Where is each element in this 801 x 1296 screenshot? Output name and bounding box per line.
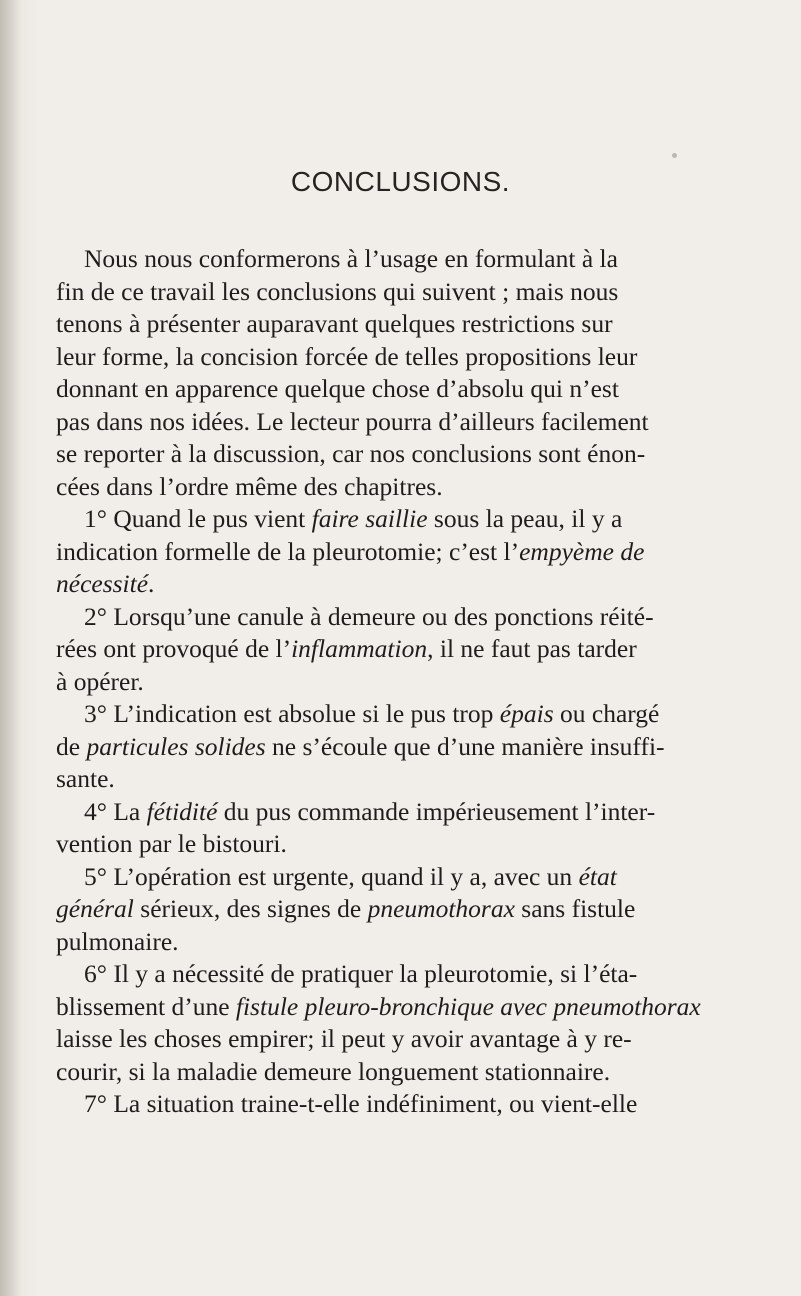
c6-text: 6° Il y a nécessité de pratiquer la pleurotomie, si l’éta-	[84, 959, 638, 988]
c3-text: 3° L’indication est absolue si le pus trop	[84, 699, 500, 728]
text-line	[56, 893, 746, 926]
text-line	[56, 1056, 746, 1089]
c1-text: sous la peau, il y a	[427, 504, 623, 533]
text-line	[56, 991, 746, 1024]
intro-line-2: fin de ce travail les conclusions qui suivent ; mais nous	[56, 276, 619, 306]
text-line	[56, 666, 746, 699]
c5-text: sérieux, des signes de	[133, 894, 368, 923]
conclusion-5	[56, 861, 746, 894]
page-title: CONCLUSIONS.	[290, 166, 511, 197]
text-line	[56, 568, 746, 601]
c3-text: sante.	[56, 764, 115, 793]
text-line	[56, 536, 746, 569]
c1-emphasis: empyème de	[519, 536, 645, 566]
paper-speck	[672, 153, 677, 158]
conclusion-2	[56, 601, 746, 634]
text-line	[56, 438, 746, 471]
c5-text: sans fistule	[514, 894, 636, 923]
c6-emphasis: fistule pleuro-bronchique avec pneumothorax	[235, 991, 701, 1021]
text-line	[56, 243, 746, 276]
text-line	[56, 926, 746, 959]
conclusion-4	[56, 796, 746, 829]
c3-emphasis: particules solides	[86, 731, 266, 761]
c7-text: 7° La situation traine-t-elle indéfiniment, ou vient-elle	[84, 1089, 638, 1118]
c1-emphasis: faire saillie	[311, 504, 428, 533]
c4-emphasis: fétidité	[146, 796, 218, 826]
text-line	[56, 1023, 746, 1056]
intro-line-8: cées dans l’ordre même des chapitres.	[56, 471, 443, 501]
c2-emphasis: inflammation	[291, 634, 428, 663]
c2-text: à opérer.	[56, 666, 144, 696]
intro-line-1: Nous nous conformerons à l’usage en formulant à la	[84, 244, 618, 273]
c6-text: laisse les choses empirer; il peut y avoir avantage à y re-	[56, 1024, 632, 1053]
c3-text: de	[56, 731, 87, 761]
conclusion-3	[56, 698, 746, 731]
intro-line-3: tenons à présenter auparavant quelques restrictions sur	[56, 309, 613, 338]
c5-emphasis: pneumothorax	[367, 894, 515, 923]
text-line	[56, 276, 746, 309]
c5-text: 5° L’opération est urgente, quand il y a, avec un	[84, 861, 579, 891]
conclusion-1	[56, 503, 746, 536]
c6-text: blissement d’une	[56, 991, 236, 1021]
c1-emphasis: nécessité	[56, 569, 149, 598]
text-line	[56, 731, 746, 764]
c3-text: ne s’écoule que d’une manière insuffi-	[265, 731, 665, 761]
c1-text: .	[148, 569, 155, 598]
text-line	[56, 828, 746, 861]
text-line	[56, 308, 746, 341]
text-line	[56, 406, 746, 439]
conclusion-6	[56, 958, 746, 991]
text-line	[56, 471, 746, 504]
text-line	[56, 763, 746, 796]
conclusion-7	[56, 1088, 746, 1121]
c2-text: , il ne faut pas tarder	[427, 634, 637, 663]
text-line	[56, 341, 746, 374]
body-text	[56, 243, 746, 1121]
c4-text: vention par le bistouri.	[56, 829, 287, 858]
c2-text: 2° Lorsqu’une canule à demeure ou des ponctions réité-	[84, 601, 654, 631]
text-line	[56, 633, 746, 666]
c4-text: 4° La	[84, 796, 147, 826]
c1-text: indication formelle de la pleurotomie; c’est l’	[56, 536, 520, 566]
c5-emphasis: général	[56, 894, 134, 923]
intro-line-5: donnant en apparence quelque chose d’absolu qui n’est	[56, 374, 619, 403]
c5-text: pulmonaire.	[56, 926, 179, 956]
c3-emphasis: épais	[499, 699, 554, 728]
c4-text: du pus commande impérieusement l’inter-	[217, 796, 656, 826]
intro-line-6: pas dans nos idées. Le lecteur pourra d’ailleurs facilement	[56, 406, 649, 436]
c5-emphasis: état	[578, 861, 617, 891]
c6-text: courir, si la maladie demeure longuement stationnaire.	[56, 1056, 611, 1086]
text-line	[56, 373, 746, 406]
intro-line-4: leur forme, la concision forcée de telles propositions leur	[56, 341, 638, 371]
c2-text: rées ont provoqué de l’	[56, 634, 292, 663]
c3-text: ou chargé	[553, 699, 660, 728]
c1-text: 1° Quand le pus vient	[84, 504, 312, 533]
intro-line-7: se reporter à la discussion, car nos conclusions sont énon-	[56, 439, 646, 468]
